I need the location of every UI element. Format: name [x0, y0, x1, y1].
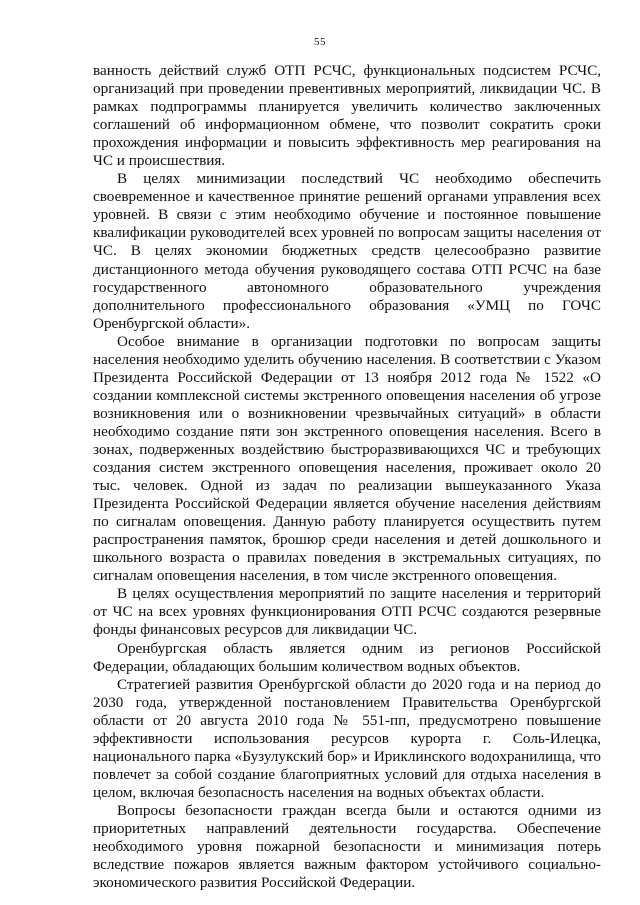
- paragraph-reserve-funds: В целях осуществления мероприятий по защите населения и территорий от ЧС на всех уровнях функционирования ОТП РСЧС создаются резервные фонды финансовых ресурсов для ликвидации ЧС.: [93, 585, 601, 639]
- paragraph-training-managers: В целях минимизации последствий ЧС необходимо обеспечить своевременное и качественное принятие решений органами управления всех уровней. В связи с этим необходимо обучение и постоянное повышение квалификации руководителей всех уровней по вопросам защиты населения от ЧС. В целях экономии бюджетных средств целесообразно развитие дистанционного метода обучения руководящего состава ОТП РСЧС на базе государственного автономного образовательного учреждения дополнительного профессионального образования «УМЦ по ГОЧС Оренбургской области».: [93, 170, 601, 332]
- paragraph-development-strategy: Стратегией развития Оренбургской области до 2020 года и на период до 2030 года, утвержденной постановлением Правительства Оренбургской области от 20 августа 2010 года № 551-пп, предусмотрено повышение эффективности использования ресурсов курорта г. Соль-Илецка, национального парка «Бузулукский бор» и Ириклинского водохранилища, что повлечет за собой создание благоприятных условий для отдыха населения в целом, включая безопасность населения на водных объектах области.: [93, 675, 601, 801]
- paragraph-fire-safety: Вопросы безопасности граждан всегда были и остаются одними из приоритетных направлений деятельности государства. Обеспечение необходимого уровня пожарной безопасности и минимизация потерь вследствие пожаров является важным фактором устойчивого социально-экономического развития Российской Федерации.: [93, 801, 601, 892]
- paragraph-population-training: Особое внимание в организации подготовки по вопросам защиты населения необходимо уделить обучению населения. В соответствии с Указом Президента Российской Федерации от 13 ноября 2012 года № 1522 «О создании комплексной системы экстренного оповещения населения об угрозе возникновения или о возникновении чрезвычайных ситуаций» в области необходимо создание пяти зон экстренного оповещения населения. Всего в зонах, подверженных воздействию быстроразвивающихся ЧС и требующих создания систем экстренного оповещения населения, проживает около 20 тыс. человек. Одной из задач по реализации вышеуказанного Указа Президента Российской Федерации является обучение населения действиям по сигналам оповещения. Данную работу планируется осуществить путем распространения памяток, брошюр среди населения и детей дошкольного и школьного возраста о правилах поведения в экстремальных ситуациях, по сигналам оповещения населения, в том числе экстренного оповещения.: [93, 332, 601, 585]
- document-body: [93, 62, 601, 892]
- paragraph-water-objects: Оренбургская область является одним из регионов Российской Федерации, обладающих большим количеством водных объектов.: [93, 639, 601, 675]
- page-number: 55: [314, 36, 326, 48]
- paragraph-continuation: ванность действий служб ОТП РСЧС, функциональных подсистем РСЧС, организаций при проведении превентивных мероприятий, ликвидации ЧС. В рамках подпрограммы планируется увеличить количество заключенных соглашений об информационном обмене, что позволит сократить сроки прохождения информации и повысить эффективность мер реагирования на ЧС и происшествия.: [93, 62, 601, 170]
